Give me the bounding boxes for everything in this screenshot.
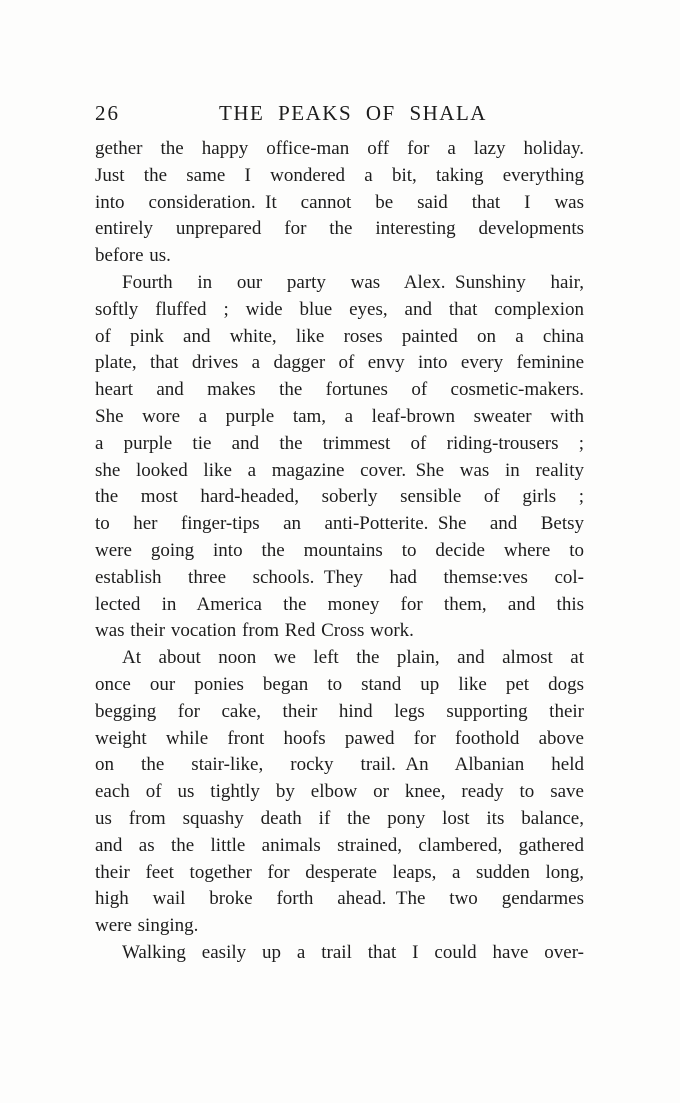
text-line: on the stair-like, rocky trail. An Albanian held: [95, 754, 584, 776]
page-number: 26: [95, 101, 120, 125]
text-line: once our ponies began to stand up like pet dogs: [95, 673, 584, 695]
paragraph: [95, 940, 584, 967]
text-line: gether the happy office-man off for a lazy holiday.: [95, 138, 584, 159]
text-line: heart and makes the fortunes of cosmetic-makers.: [95, 379, 584, 401]
paragraph: [95, 136, 584, 270]
text-line: each of us tightly by elbow or knee, ready to save: [95, 781, 584, 803]
text-line: were going into the mountains to decide where to: [95, 539, 584, 561]
page-header: [95, 101, 584, 127]
paragraph: [95, 645, 584, 940]
text-line: the most hard-headed, soberly sensible of girls ;: [95, 486, 584, 508]
text-line: she looked like a magazine cover. She was in reality: [95, 459, 584, 481]
text-line: us from squashy death if the pony lost its balance,: [95, 807, 584, 829]
text-line: establish three schools. They had themse:ves col-: [95, 566, 584, 588]
text-line: into consideration. It cannot be said that I was: [95, 191, 584, 213]
text-line: were singing.: [95, 915, 199, 937]
text-line: of pink and white, like roses painted on a china: [95, 325, 584, 347]
text-line: their feet together for desperate leaps, a sudden long,: [95, 861, 584, 883]
text-line: was their vocation from Red Cross work.: [95, 620, 414, 642]
text-line: At about noon we left the plain, and almost at: [122, 647, 584, 669]
text-line: Fourth in our party was Alex. Sunshiny hair,: [122, 271, 584, 293]
body-text: [95, 136, 584, 967]
text-line: entirely unprepared for the interesting developments: [95, 218, 584, 240]
running-title: THE PEAKS OF SHALA: [219, 101, 487, 125]
text-line: to her finger-tips an anti-Potterite. She and Betsy: [95, 513, 584, 535]
text-line: plate, that drives a dagger of envy into every feminine: [95, 352, 584, 374]
text-line: Just the same I wondered a bit, taking everything: [95, 164, 584, 186]
text-line: and as the little animals strained, clambered, gathered: [95, 834, 584, 856]
text-line: high wail broke forth ahead. The two gendarmes: [95, 888, 584, 910]
text-line: weight while front hoofs pawed for foothold above: [95, 727, 584, 749]
text-line: a purple tie and the trimmest of riding-trousers ;: [95, 432, 584, 454]
text-line: Walking easily up a trail that I could have over-: [122, 941, 584, 963]
text-line: before us.: [95, 245, 171, 267]
paragraph: [95, 270, 584, 645]
text-line: softly fluffed ; wide blue eyes, and that complexion: [95, 298, 584, 320]
text-line: begging for cake, their hind legs supporting their: [95, 700, 584, 722]
text-line: lected in America the money for them, and this: [95, 593, 584, 615]
text-line: She wore a purple tam, a leaf-brown sweater with: [95, 405, 584, 427]
